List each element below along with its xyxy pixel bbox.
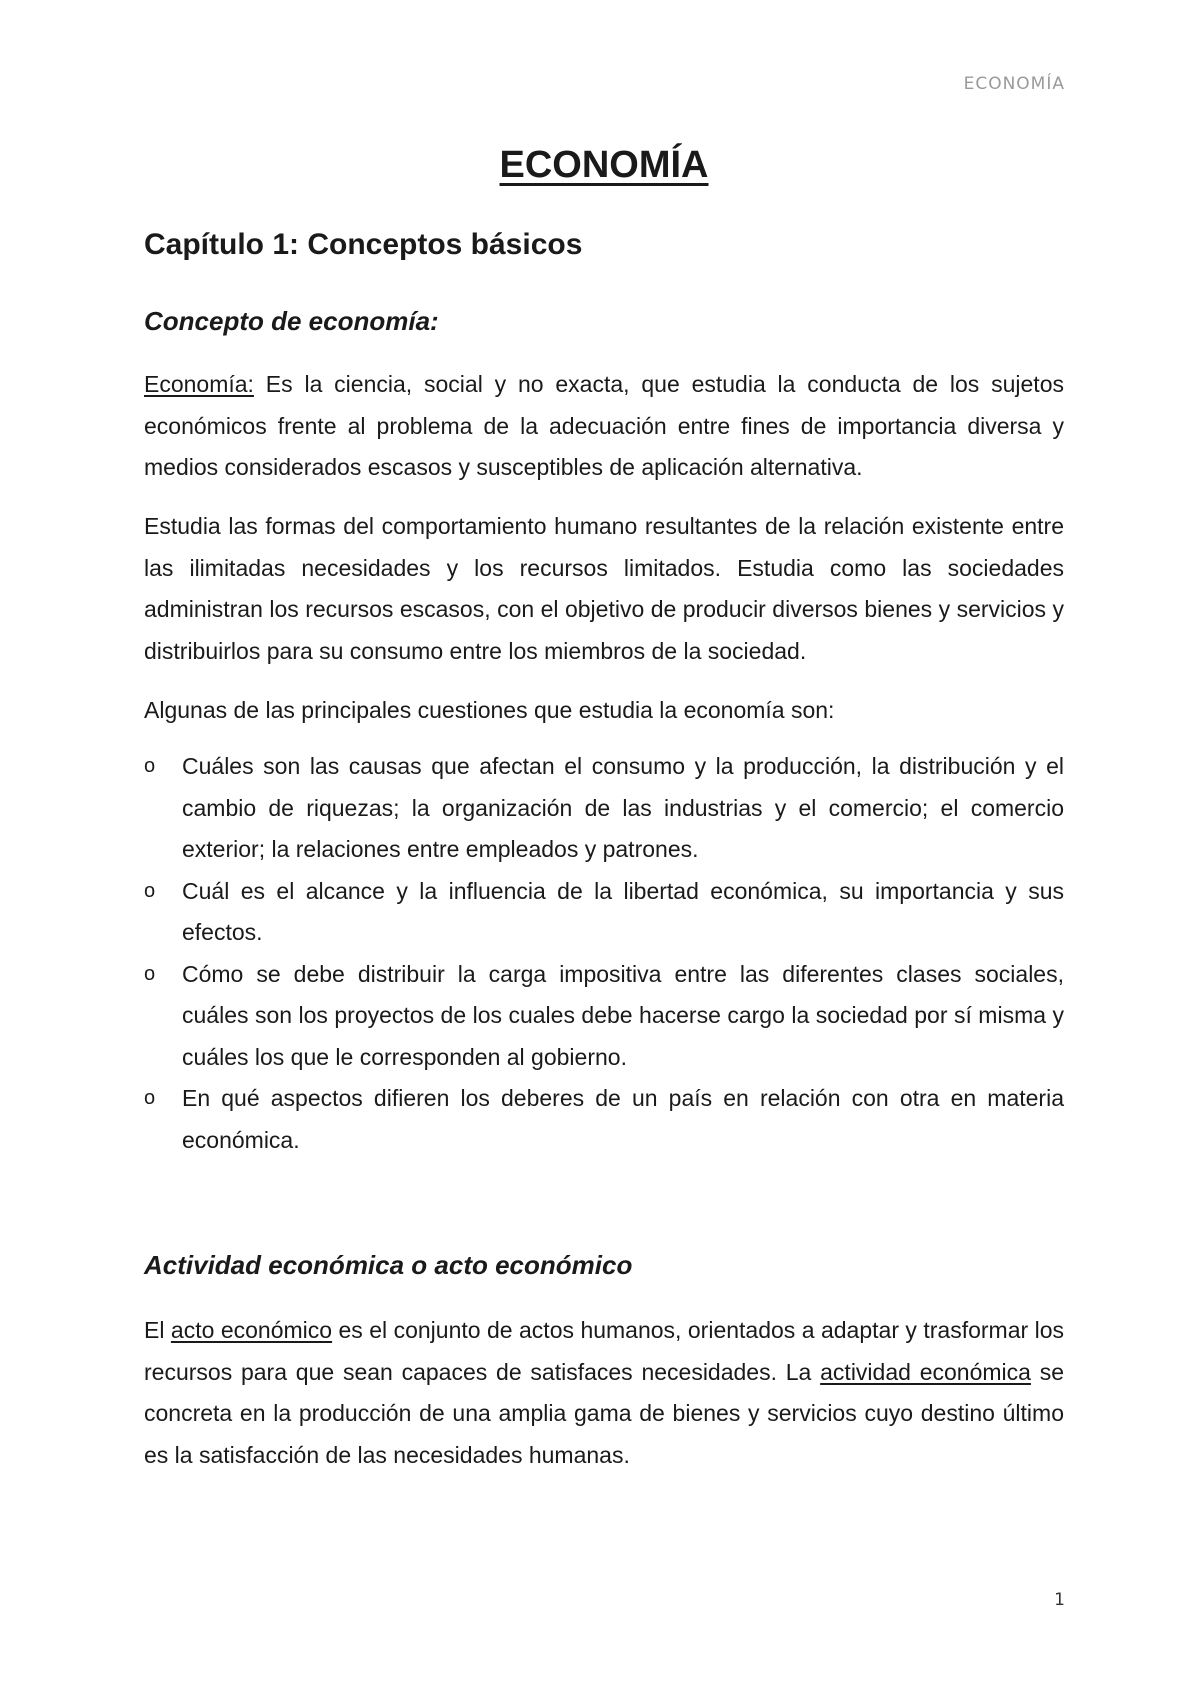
list-item-text: Cómo se debe distribuir la carga impositiva entre las diferentes clases sociales, cuáles son los proyectos de los cuales debe hacerse cargo la sociedad por sí misma y cuáles los que le corresponden al gobierno. [182, 960, 1064, 1070]
definition-term: Economía: [144, 371, 254, 397]
questions-list [144, 746, 1064, 1161]
document-title-text: ECONOMÍA [499, 144, 709, 186]
bullet-icon: o [144, 962, 156, 985]
list-intro: Algunas de las principales cuestiones que estudia la economía son: [144, 697, 835, 723]
list-item [144, 1078, 1064, 1161]
text-fragment: es el conjunto de actos humanos, orientados a adaptar y trasformar los recursos para que sean capaces de satisfaces necesidades. La [144, 1317, 1065, 1385]
list-item [144, 954, 1064, 1079]
term-acto-economico: acto económico [170, 1317, 333, 1343]
section-heading-concepto: Concepto de economía: [144, 306, 439, 336]
bullet-icon: o [144, 879, 156, 902]
list-item-text: Cuáles son las causas que afectan el consumo y la producción, la distribución y el cambio de riquezas; la organización de las industrias y el comercio; el comercio exterior; la relaciones entre empleados y patrones. [182, 753, 1064, 862]
definition-text: Es la ciencia, social y no exacta, que estudia la conducta de los sujetos económicos frente al problema de la adecuación entre fines de importancia diversa y medios considerados escasos y susceptibles de aplicación alternativa. [144, 371, 1064, 480]
document-title [144, 144, 1064, 187]
term-actividad-economica: actividad económica [820, 1358, 1031, 1385]
paragraph-comportamiento: Estudia las formas del comportamiento humano resultantes de la relación existente entre las ilimitadas necesidades y los recursos limitados. Estudia como las sociedades administran los recursos escasos, con el objetivo de producir diversos bienes y servicios y distribuirlos para su consumo entre los miembros de la sociedad. [144, 513, 1064, 664]
chapter-heading: Capítulo 1: Conceptos básicos [144, 228, 583, 261]
list-item-text: Cuál es el alcance y la influencia de la libertad económica, su importancia y sus efectos. [182, 877, 1064, 945]
paragraph-acto-economico [144, 1310, 1064, 1476]
bullet-icon: o [144, 755, 156, 777]
text-fragment: El [144, 1317, 171, 1343]
definition-paragraph [144, 364, 1064, 489]
text-fragment: se concreta en la producción de una amplia gama de bienes y servicios cuyo destino último es la satisfacción de las necesidades humanas. [144, 1358, 1065, 1468]
list-item [144, 746, 1064, 871]
bullet-icon: o [144, 1087, 156, 1109]
running-header: ECONOMÍA [963, 74, 1065, 94]
page-number: 1 [1054, 1590, 1065, 1610]
section-heading-actividad: Actividad económica o acto económico [144, 1250, 633, 1280]
list-item [144, 871, 1064, 954]
list-item-text: En qué aspectos difieren los deberes de un país en relación con otra en materia económica. [182, 1085, 1064, 1153]
